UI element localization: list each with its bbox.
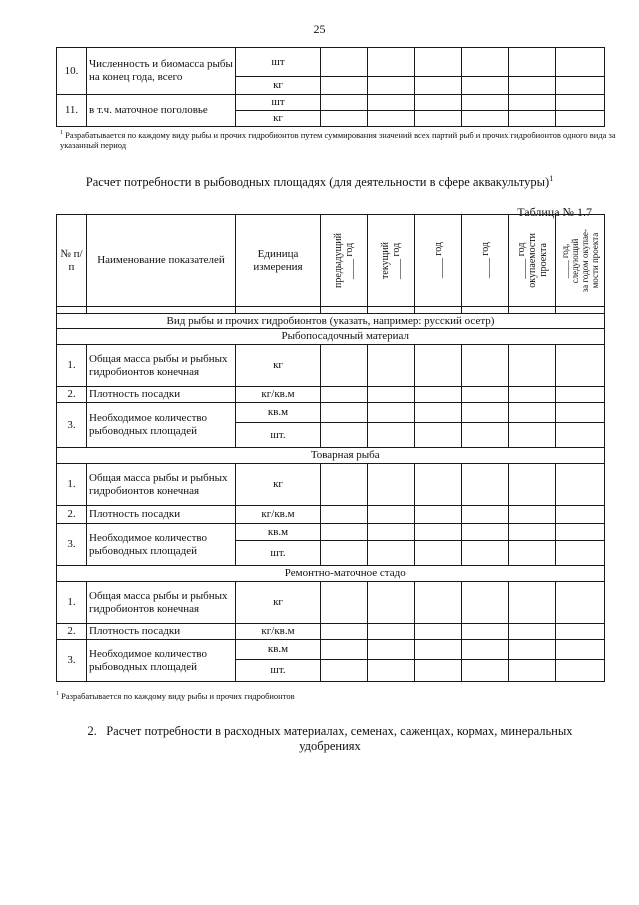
value-cell[interactable]	[556, 624, 605, 640]
row-number: 1.	[57, 582, 87, 624]
value-cell[interactable]	[462, 423, 509, 448]
unit-cell: кг/кв.м	[236, 624, 321, 640]
value-cell[interactable]	[556, 660, 605, 682]
value-cell[interactable]	[321, 640, 368, 660]
value-cell[interactable]	[321, 506, 368, 524]
value-cell[interactable]	[509, 77, 556, 95]
row-label: Общая масса рыбы и рыбных гидробионтов конечная	[87, 464, 236, 506]
top-table	[56, 47, 605, 127]
table-row	[57, 640, 605, 660]
header-unit: Единица измерения	[236, 215, 321, 307]
value-cell[interactable]	[556, 640, 605, 660]
unit-cell: кв.м	[236, 403, 321, 423]
value-cell[interactable]	[321, 582, 368, 624]
value-cell[interactable]	[462, 95, 509, 111]
unit-cell: шт.	[236, 541, 321, 566]
unit-cell: кг/кв.м	[236, 387, 321, 403]
table-row	[57, 506, 605, 524]
value-cell[interactable]	[462, 387, 509, 403]
header-year: ____ год окупаемости проекта	[509, 215, 556, 307]
value-cell[interactable]	[368, 387, 415, 403]
unit-cell: кв.м	[236, 524, 321, 541]
value-cell[interactable]	[462, 403, 509, 423]
value-cell[interactable]	[368, 403, 415, 423]
value-cell[interactable]	[415, 387, 462, 403]
value-cell[interactable]	[415, 640, 462, 660]
value-cell[interactable]	[509, 423, 556, 448]
value-cell[interactable]	[509, 387, 556, 403]
row-label: Плотность посадки	[87, 624, 236, 640]
table-row	[57, 582, 605, 624]
value-cell[interactable]	[556, 582, 605, 624]
value-cell[interactable]	[462, 541, 509, 566]
row-label: Общая масса рыбы и рыбных гидробионтов конечная	[87, 582, 236, 624]
row-label: Общая масса рыбы и рыбных гидробионтов конечная	[87, 345, 236, 387]
value-cell[interactable]	[415, 111, 462, 127]
value-cell[interactable]	[509, 524, 556, 541]
value-cell[interactable]	[556, 387, 605, 403]
table-caption: Таблица № 1.7	[517, 205, 592, 219]
table-row	[57, 624, 605, 640]
unit-cell: шт	[236, 48, 321, 77]
value-cell[interactable]	[368, 464, 415, 506]
value-cell[interactable]	[509, 582, 556, 624]
unit-cell: кг	[236, 582, 321, 624]
row-number: 2.	[57, 387, 87, 403]
value-cell[interactable]	[509, 660, 556, 682]
value-cell[interactable]	[462, 582, 509, 624]
value-cell[interactable]	[556, 423, 605, 448]
row-number: 10.	[57, 48, 87, 95]
value-cell[interactable]	[509, 403, 556, 423]
value-cell[interactable]	[321, 660, 368, 682]
value-cell[interactable]	[321, 48, 368, 77]
footnote-text: Разрабатывается по каждому виду рыбы и прочих гидробионтов путем суммирования значений всех партий рыб и прочих гидробионтов одного вида за указанный период	[60, 129, 616, 151]
header-num: № п/п	[57, 215, 87, 307]
value-cell[interactable]	[368, 660, 415, 682]
value-cell[interactable]	[462, 640, 509, 660]
value-cell[interactable]	[368, 582, 415, 624]
value-cell[interactable]	[509, 624, 556, 640]
value-cell[interactable]	[415, 77, 462, 95]
value-cell[interactable]	[509, 640, 556, 660]
unit-cell: кг	[236, 345, 321, 387]
header-year: ____ год	[415, 215, 462, 307]
section-heading	[70, 724, 590, 754]
row-label: Плотность посадки	[87, 506, 236, 524]
header-name: Наименование показателей	[87, 215, 236, 307]
unit-cell: кв.м	[236, 640, 321, 660]
row-number: 11.	[57, 95, 87, 127]
value-cell[interactable]	[368, 624, 415, 640]
value-cell[interactable]	[462, 624, 509, 640]
row-label: Плотность посадки	[87, 387, 236, 403]
footnote	[60, 128, 620, 151]
value-cell[interactable]	[556, 95, 605, 111]
table-row	[57, 345, 605, 387]
value-cell[interactable]	[321, 95, 368, 111]
footnote-text: Разрабатывается по каждому виду рыбы и прочих гидробионтов	[61, 690, 295, 701]
header-year: ____ год, следующий за годом окупае- мости проекта	[556, 215, 605, 307]
value-cell[interactable]	[415, 345, 462, 387]
table-row	[57, 464, 605, 506]
value-cell[interactable]	[321, 387, 368, 403]
value-cell[interactable]	[415, 95, 462, 111]
value-cell[interactable]	[415, 660, 462, 682]
value-cell[interactable]	[415, 423, 462, 448]
row-number: 2.	[57, 624, 87, 640]
value-cell[interactable]	[415, 403, 462, 423]
value-cell[interactable]	[368, 345, 415, 387]
value-cell[interactable]	[368, 506, 415, 524]
value-cell[interactable]	[368, 640, 415, 660]
value-cell[interactable]	[556, 464, 605, 506]
header-year: предыдущий ____ год	[321, 215, 368, 307]
value-cell[interactable]	[462, 506, 509, 524]
value-cell[interactable]	[415, 582, 462, 624]
unit-cell: шт.	[236, 423, 321, 448]
footnote	[56, 689, 616, 701]
value-cell[interactable]	[556, 541, 605, 566]
unit-cell: кг	[236, 111, 321, 127]
value-cell[interactable]	[415, 464, 462, 506]
species-row	[57, 314, 605, 329]
value-cell[interactable]	[321, 423, 368, 448]
value-cell[interactable]	[321, 524, 368, 541]
group-header	[57, 329, 605, 345]
value-cell[interactable]	[462, 524, 509, 541]
row-label: Необходимое количество рыбоводных площадей	[87, 403, 236, 448]
table-row	[57, 403, 605, 423]
row-number: 1.	[57, 345, 87, 387]
table-row	[57, 524, 605, 541]
value-cell[interactable]	[321, 541, 368, 566]
row-number: 2.	[57, 506, 87, 524]
value-cell[interactable]	[321, 464, 368, 506]
value-cell[interactable]	[509, 464, 556, 506]
group-header	[57, 448, 605, 464]
section-title	[0, 174, 639, 190]
group-title: Товарная рыба	[87, 448, 605, 464]
value-cell[interactable]	[556, 345, 605, 387]
row-label: Необходимое количество рыбоводных площадей	[87, 524, 236, 566]
unit-cell: кг	[236, 464, 321, 506]
unit-cell: кг/кв.м	[236, 506, 321, 524]
value-cell[interactable]	[368, 111, 415, 127]
value-cell[interactable]	[509, 111, 556, 127]
header-year: ____ год	[462, 215, 509, 307]
unit-cell: шт	[236, 95, 321, 111]
footnote-mark: 1	[60, 130, 63, 136]
row-number: 3.	[57, 640, 87, 682]
row-number: 3.	[57, 524, 87, 566]
value-cell[interactable]	[462, 48, 509, 77]
value-cell[interactable]	[462, 111, 509, 127]
table-header-row	[57, 215, 605, 307]
value-cell[interactable]	[321, 77, 368, 95]
value-cell[interactable]	[415, 524, 462, 541]
value-cell[interactable]	[462, 660, 509, 682]
page-number: 25	[313, 22, 326, 36]
spacer-row	[57, 307, 605, 314]
value-cell[interactable]	[368, 423, 415, 448]
value-cell[interactable]	[509, 506, 556, 524]
value-cell[interactable]	[556, 48, 605, 77]
header-year: текущий ____ год	[368, 215, 415, 307]
value-cell[interactable]	[415, 624, 462, 640]
row-label: в т.ч. маточное поголовье	[87, 95, 236, 127]
section-title-footnote-mark: 1	[549, 174, 554, 183]
row-number: 3.	[57, 403, 87, 448]
value-cell[interactable]	[556, 111, 605, 127]
unit-cell: кг	[236, 77, 321, 95]
group-title: Ремонтно-маточное стадо	[87, 566, 605, 582]
row-number: 1.	[57, 464, 87, 506]
section-heading-text: Расчет потребности в расходных материалах, семенах, саженцах, кормах, минеральных удобрениях	[106, 724, 573, 753]
value-cell[interactable]	[509, 48, 556, 77]
value-cell[interactable]	[462, 464, 509, 506]
value-cell[interactable]	[556, 506, 605, 524]
value-cell[interactable]	[321, 403, 368, 423]
value-cell[interactable]	[556, 77, 605, 95]
value-cell[interactable]	[415, 506, 462, 524]
value-cell[interactable]	[368, 541, 415, 566]
row-label: Необходимое количество рыбоводных площадей	[87, 640, 236, 682]
value-cell[interactable]	[509, 345, 556, 387]
value-cell[interactable]	[509, 95, 556, 111]
table-row	[57, 95, 605, 111]
row-label: Численность и биомасса рыбы на конец года, всего	[87, 48, 236, 95]
value-cell[interactable]	[368, 77, 415, 95]
value-cell[interactable]	[462, 77, 509, 95]
value-cell[interactable]	[321, 111, 368, 127]
main-table	[56, 214, 605, 682]
footnote-mark: 1	[56, 691, 59, 697]
value-cell[interactable]	[368, 95, 415, 111]
group-title: Рыбопосадочный материал	[87, 329, 605, 345]
section-number: 2.	[87, 724, 97, 738]
value-cell[interactable]	[415, 48, 462, 77]
section-title-text: Расчет потребности в рыбоводных площадях (для деятельности в сфере аквакультуры)	[85, 175, 550, 190]
value-cell[interactable]	[509, 541, 556, 566]
value-cell[interactable]	[368, 48, 415, 77]
value-cell[interactable]	[368, 524, 415, 541]
value-cell[interactable]	[415, 541, 462, 566]
value-cell[interactable]	[321, 345, 368, 387]
value-cell[interactable]	[321, 624, 368, 640]
unit-cell: шт.	[236, 660, 321, 682]
value-cell[interactable]	[462, 345, 509, 387]
group-header	[57, 566, 605, 582]
table-row	[57, 48, 605, 77]
value-cell[interactable]	[556, 524, 605, 541]
species-label: Вид рыбы и прочих гидробионтов (указать, например: русский осетр)	[57, 314, 605, 329]
value-cell[interactable]	[556, 403, 605, 423]
table-row	[57, 387, 605, 403]
